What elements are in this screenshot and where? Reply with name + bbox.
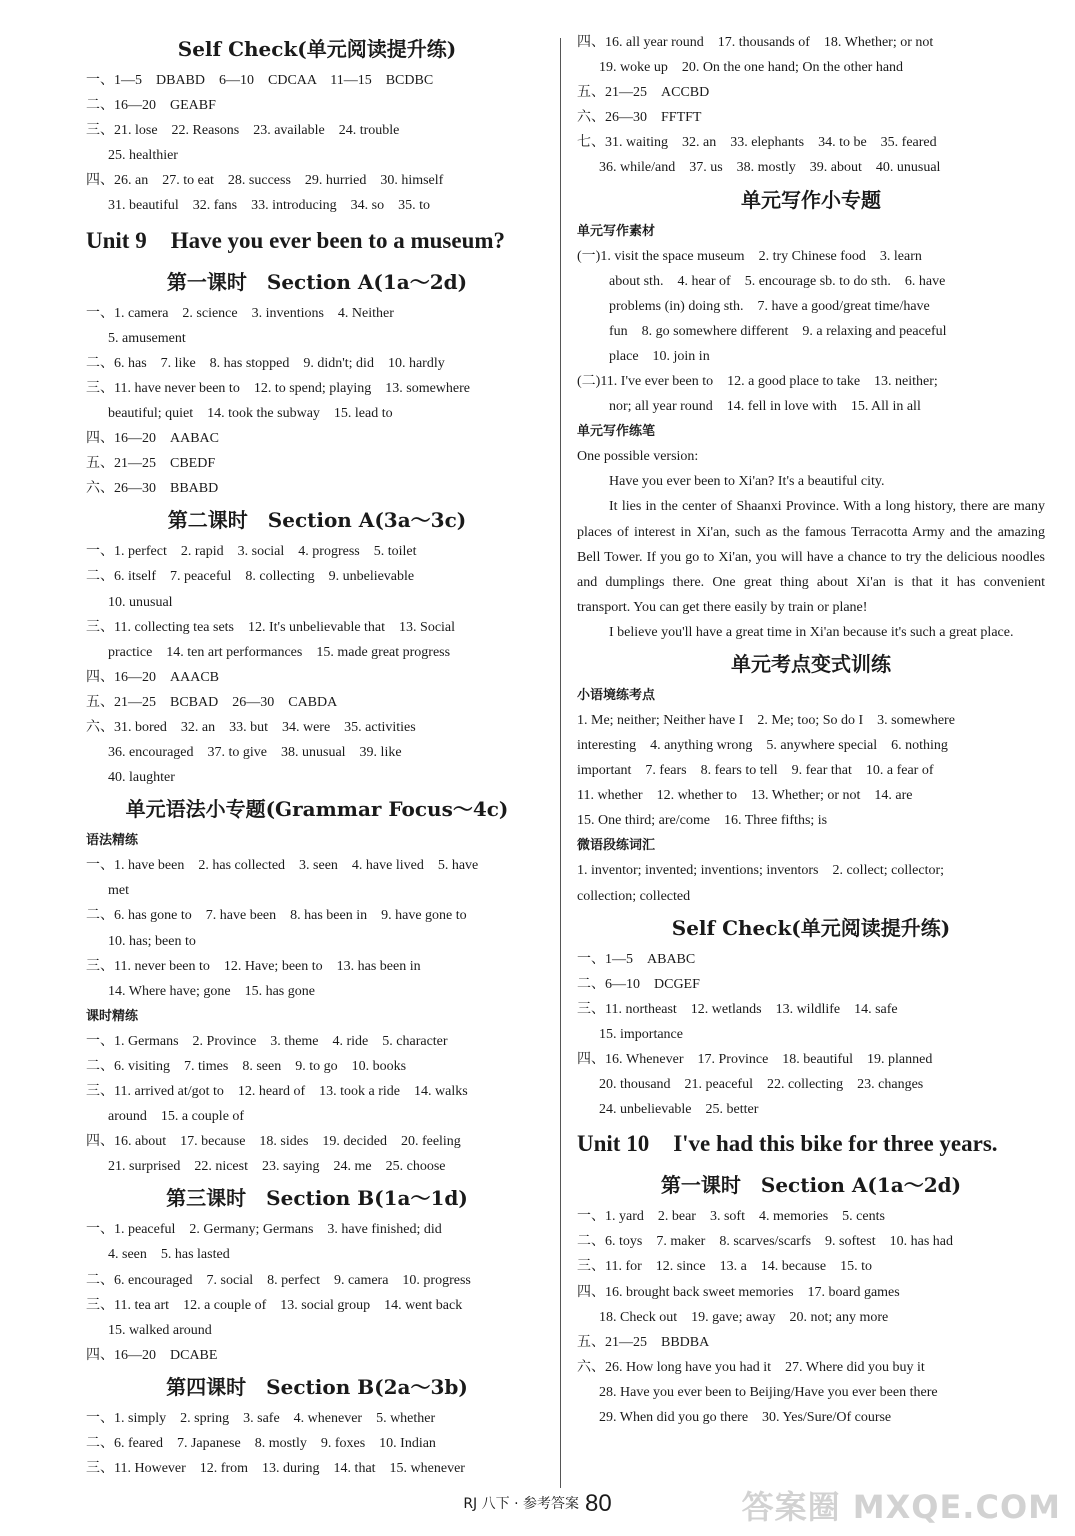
answer-line: 四、16—20 AABAC: [86, 431, 220, 447]
answer-line: 21. surprised 22. nicest 23. saying 24. me 25. choose: [108, 1159, 446, 1175]
answer-line: 三、11. arrived at/got to 12. heard of 13. took a ride 14. walks: [86, 1084, 468, 1099]
answer-line: 三、11. have never been to 12. to spend; playing 13. somewhere: [86, 380, 471, 396]
answer-line: 二、6—10 DCGEF: [577, 976, 700, 992]
answer-line: 10. has; been to: [108, 933, 196, 949]
unit-title: Have you ever been to a museum?: [170, 227, 506, 253]
practice-answers: [86, 1029, 548, 1180]
lesson-title: 第四课时 Section B(2a～3b): [166, 1374, 468, 1399]
page-number: 80: [584, 1490, 612, 1517]
lesson-answers: [86, 539, 548, 790]
answer-line: 六、26—30 BBABD: [86, 481, 219, 497]
answer-line: around 15. a couple of: [108, 1109, 245, 1125]
answer-line: 15. One third; are/come 16. Three fifths; is: [577, 813, 828, 829]
subsection-label: 微语段练词汇: [577, 838, 656, 854]
answer-line: 一、1. Germans 2. Province 3. theme 4. ride 5. character: [86, 1033, 448, 1049]
answer-line: 11. whether 12. whether to 13. Whether; or not 14. are: [577, 788, 913, 804]
answer-line: 4. seen 5. has lasted: [108, 1247, 230, 1263]
subsection-label: 单元写作练笔: [577, 424, 656, 440]
answer-line: 31. beautiful 32. fans 33. introducing 34. so 35. to: [108, 198, 430, 214]
column-divider: [560, 38, 561, 1488]
answer-line: 40. laughter: [108, 770, 175, 786]
answer-line: 二、6. toys 7. maker 8. scarves/scarfs 9. softest 10. has had: [577, 1234, 953, 1250]
answer-line: 28. Have you ever been to Beijing/Have you ever been there: [599, 1384, 938, 1400]
answer-line: 29. When did you go there 30. Yes/Sure/Of course: [599, 1410, 892, 1426]
answer-line: 一、1. yard 2. bear 3. soft 4. memories 5. cents: [577, 1209, 885, 1225]
grammar-focus-title: 单元语法小专题(Grammar Focus～4c): [125, 797, 509, 822]
answer-line: 36. encouraged 37. to give 38. unusual 39. like: [108, 745, 402, 761]
answer-line: 四、26. an 27. to eat 28. success 29. hurried 30. himself: [86, 173, 444, 189]
answer-line: interesting 4. anything wrong 5. anywhere special 6. nothing: [577, 738, 948, 754]
answer-line: 一、1. peaceful 2. Germany; Germans 3. have finished; did: [86, 1222, 442, 1238]
lesson-answers: [86, 301, 548, 502]
answer-line: met: [108, 883, 129, 899]
answer-line: 1. inventor; invented; inventions; inventors 2. collect; collector;: [577, 863, 945, 879]
unit-heading: [86, 219, 548, 263]
answer-line: 二、6. visiting 7. times 8. seen 9. to go 10. books: [86, 1058, 407, 1074]
footer-label: RJ 八下 · 参考答案: [463, 1496, 579, 1512]
answer-line: about sth. 4. hear of 5. encourage sb. to do sth. 6. have: [609, 273, 946, 289]
answer-line: place 10. join in: [609, 348, 710, 364]
subsection-label: 单元写作素材: [577, 223, 656, 239]
answer-line: collection; collected: [577, 888, 691, 904]
unit-heading: [577, 1122, 1045, 1166]
answer-line: 四、16. Whenever 17. Province 18. beautiful 19. planned: [577, 1052, 933, 1067]
answer-line: 一、1—5 DBABD 6—10 CDCAA 11—15 BCDBC: [86, 73, 434, 88]
answer-line: 1. Me; neither; Neither have I 2. Me; too; So do I 3. somewhere: [577, 712, 955, 728]
answer-line: 四、16. all year round 17. thousands of 18. Whether; or not: [577, 35, 934, 50]
answer-line: 三、21. lose 22. Reasons 23. available 24. trouble: [86, 123, 400, 139]
writing-materials: [577, 244, 1045, 420]
lesson-title: 第三课时 Section B(1a～1d): [166, 1186, 468, 1211]
right-column: [577, 30, 1045, 1430]
answer-line: 24. unbelievable 25. better: [599, 1102, 759, 1118]
answer-line: 25. healthier: [108, 148, 178, 164]
answer-line: 36. while/and 37. us 38. mostly 39. about 40. unusual: [599, 160, 941, 176]
answer-line: 五、21—25 ACCBD: [577, 85, 710, 101]
answer-line: 四、16—20 DCABE: [86, 1347, 218, 1363]
answer-line: 二、6. itself 7. peaceful 8. collecting 9. unbelievable: [86, 569, 415, 585]
answer-line: 三、11. collecting tea sets 12. It's unbelievable that 13. Social: [86, 619, 456, 635]
answer-line: 三、11. northeast 12. wetlands 13. wildlife 14. safe: [577, 1001, 898, 1017]
answer-line: practice 14. ten art performances 15. made great progress: [108, 644, 451, 660]
continued-answers: [577, 30, 1045, 181]
answer-line: 19. woke up 20. On the one hand; On the other hand: [599, 60, 904, 76]
answer-line: 四、16—20 AAACB: [86, 669, 220, 685]
unit-number: Unit 9: [86, 227, 147, 253]
answer-line: 六、26. How long have you had it 27. Where did you buy it: [577, 1359, 925, 1375]
self-check-title: Self Check(单元阅读提升练): [177, 37, 457, 61]
lesson-answers: [86, 1217, 548, 1368]
subsection-label: 语法精练: [86, 833, 139, 849]
unit-number: Unit 10: [577, 1131, 650, 1157]
answer-line: (二)11. I've ever been to 12. a good place to take 13. neither;: [577, 374, 938, 390]
self-check-title: Self Check(单元阅读提升练): [671, 915, 951, 940]
answer-line: 七、31. waiting 32. an 33. elephants 34. to be 35. feared: [577, 135, 937, 151]
answer-line: 六、31. bored 32. an 33. but 34. were 35. activities: [86, 719, 416, 735]
answer-line: 5. amusement: [108, 330, 186, 346]
answer-line: 六、26—30 FFTFT: [577, 110, 702, 126]
sample-essay-label: One possible version:: [577, 449, 699, 465]
answer-line: 五、21—25 BBDBA: [577, 1334, 710, 1350]
answer-line: 五、21—25 CBEDF: [86, 456, 216, 472]
answer-line: 二、16—20 GEABF: [86, 98, 216, 114]
answer-line: 二、6. has 7. like 8. has stopped 9. didn't; did 10. hardly: [86, 355, 445, 371]
answer-line: 20. thousand 21. peaceful 22. collecting 23. changes: [599, 1077, 924, 1093]
lesson-answers: [577, 1204, 1045, 1430]
vocabulary-answers: [577, 858, 1045, 908]
lesson-answers: [86, 1406, 548, 1481]
watermark: 答案圈 MXQE.COM: [741, 1488, 1061, 1526]
answer-line: 一、1. camera 2. science 3. inventions 4. Neither: [86, 305, 394, 321]
answer-line: 一、1—5 ABABC: [577, 951, 696, 967]
answer-line: 三、11. never been to 12. Have; been to 13. has been in: [86, 958, 421, 974]
lesson-title: 第一课时 Section A(1a～2d): [660, 1173, 962, 1198]
essay-paragraph: Have you ever been to Xi'an? It's a beautiful city.: [609, 474, 885, 490]
answer-line: 二、6. feared 7. Japanese 8. mostly 9. foxes 10. Indian: [86, 1436, 436, 1452]
answer-line: 15. importance: [599, 1026, 683, 1042]
lesson-title: 第二课时 Section A(3a～3c): [167, 508, 467, 533]
self-check-answers: [86, 68, 548, 219]
left-column: [86, 30, 548, 1481]
lesson-title: 第一课时 Section A(1a～2d): [166, 269, 468, 294]
answer-line: nor; all year round 14. fell in love with 15. All in all: [609, 399, 921, 415]
answer-line: (一)1. visit the space museum 2. try Chinese food 3. learn: [577, 248, 922, 264]
grammar-answers: [86, 853, 548, 1004]
subsection-label: 课时精练: [86, 1008, 139, 1024]
answer-line: beautiful; quiet 14. took the subway 15. lead to: [108, 405, 393, 421]
self-check-answers: [577, 947, 1045, 1123]
subsection-label: 小语境练考点: [577, 687, 656, 703]
essay-paragraph: It lies in the center of Shaanxi Province. With a long history, there are many places of interest in Xi'an, such as the famous Terracotta Army and the amazing Bell Tower. If you go to Xi'an, you will have a chance to try the delicious noodles and dumplings there. One great thing about Xi'an is that it has convenient transport. You can get there easily by train or plane!: [577, 499, 1045, 615]
unit-title: I've had this bike for three years.: [673, 1131, 998, 1157]
answer-line: 一、1. perfect 2. rapid 3. social 4. progress 5. toilet: [86, 544, 417, 560]
answer-line: 五、21—25 BCBAD 26—30 CABDA: [86, 694, 338, 710]
sample-essay: [577, 469, 1045, 645]
answer-line: 14. Where have; gone 15. has gone: [108, 983, 315, 999]
answer-line: 15. walked around: [108, 1322, 212, 1338]
answer-line: 三、11. However 12. from 13. during 14. that 15. whenever: [86, 1461, 465, 1477]
answer-line: 二、6. has gone to 7. have been 8. has been in 9. have gone to: [86, 908, 467, 924]
answer-line: 二、6. encouraged 7. social 8. perfect 9. camera 10. progress: [86, 1272, 471, 1288]
test-points-title: 单元考点变式训练: [731, 651, 891, 676]
test-point-answers: [577, 708, 1045, 833]
answer-line: important 7. fears 8. fears to tell 9. fear that 10. a fear of: [577, 763, 934, 779]
answer-line: 一、1. simply 2. spring 3. safe 4. whenever 5. whether: [86, 1410, 436, 1426]
writing-section-title: 单元写作小专题: [741, 187, 881, 212]
answer-line: problems (in) doing sth. 7. have a good/great time/have: [609, 298, 930, 314]
answer-line: 三、11. tea art 12. a couple of 13. social group 14. went back: [86, 1297, 463, 1313]
answer-line: 四、16. about 17. because 18. sides 19. decided 20. feeling: [86, 1134, 461, 1150]
answer-line: fun 8. go somewhere different 9. a relaxing and peaceful: [609, 323, 947, 339]
answer-line: 一、1. have been 2. has collected 3. seen 4. have lived 5. have: [86, 858, 479, 874]
answer-line: 四、16. brought back sweet memories 17. board games: [577, 1284, 900, 1300]
essay-paragraph: I believe you'll have a great time in Xi'an because it's such a great place.: [609, 624, 1014, 640]
answer-line: 18. Check out 19. gave; away 20. not; any more: [599, 1309, 889, 1325]
answer-line: 三、11. for 12. since 13. a 14. because 15. to: [577, 1259, 872, 1275]
answer-line: 10. unusual: [108, 594, 173, 610]
